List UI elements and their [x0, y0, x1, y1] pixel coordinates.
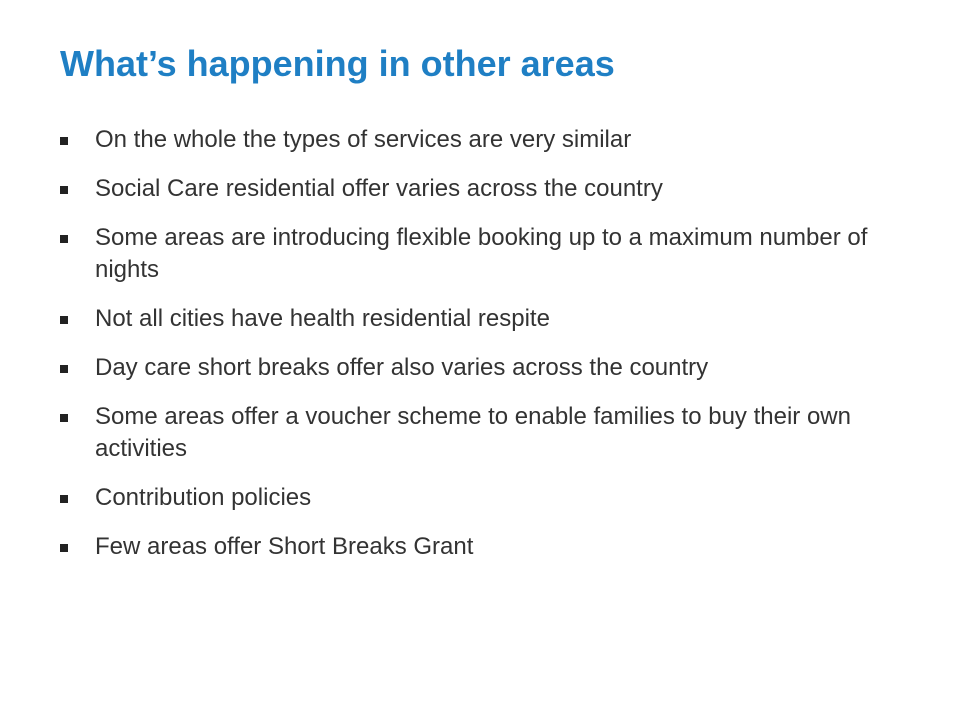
- square-bullet-icon: [60, 544, 68, 552]
- list-item: [60, 482, 880, 514]
- page-title: What’s happening in other areas: [60, 43, 615, 84]
- square-bullet-icon: [60, 414, 68, 422]
- bullet-text: Some areas are introducing flexible booking up to a maximum number of nights: [95, 224, 868, 283]
- list-item: [60, 173, 880, 205]
- square-bullet-icon: [60, 495, 68, 503]
- bullet-text: Contribution policies: [95, 484, 312, 511]
- bullet-text: Some areas offer a voucher scheme to enable families to buy their own activities: [95, 403, 851, 462]
- list-item: [60, 303, 880, 335]
- square-bullet-icon: [60, 235, 68, 243]
- square-bullet-icon: [60, 137, 68, 145]
- square-bullet-icon: [60, 186, 68, 194]
- square-bullet-icon: [60, 316, 68, 324]
- bullet-text: On the whole the types of services are very similar: [95, 126, 632, 153]
- list-item: [60, 352, 880, 384]
- list-item: [60, 531, 880, 563]
- list-item: [60, 401, 880, 465]
- square-bullet-icon: [60, 365, 68, 373]
- list-item: [60, 124, 880, 156]
- bullet-text: Few areas offer Short Breaks Grant: [95, 533, 474, 560]
- bullet-text: Not all cities have health residential respite: [95, 305, 550, 332]
- list-item: [60, 222, 880, 286]
- bullet-list: [60, 124, 880, 580]
- bullet-text: Day care short breaks offer also varies across the country: [95, 354, 709, 381]
- bullet-text: Social Care residential offer varies across the country: [95, 175, 663, 202]
